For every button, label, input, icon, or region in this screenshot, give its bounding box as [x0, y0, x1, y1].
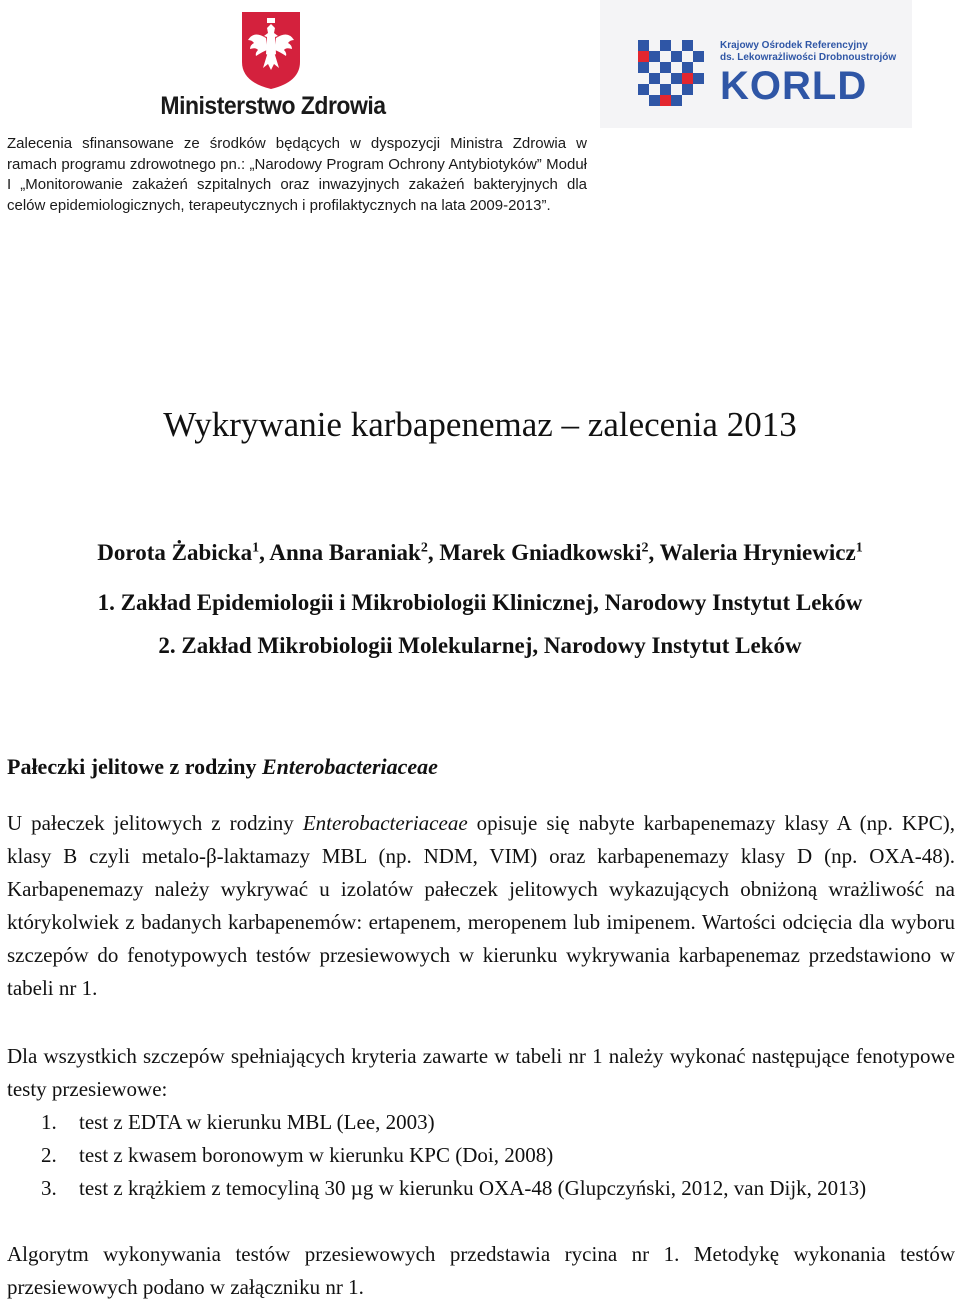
polish-eagle-emblem-icon: [240, 10, 302, 90]
affiliation-2: 2. Zakład Mikrobiologii Molekularnej, Narodowy Instytut Leków: [158, 633, 802, 658]
paragraph-text: U pałeczek jelitowych z rodziny: [7, 811, 303, 835]
author-name: Anna Baraniak: [269, 540, 421, 565]
korld-brand: KORLD: [720, 64, 868, 108]
paragraph-algorithm: Algorytm wykonywania testów przesiewowych przedstawia rycina nr 1. Metodykę wykonania testów przesiewowych podano w załączniku nr 1.: [7, 1242, 955, 1299]
paragraph-carbapenemases: [7, 807, 955, 1005]
paragraph-taxon: Enterobacteriaceae: [302, 811, 468, 835]
author-name: Marek Gniadkowski: [439, 540, 642, 565]
list-item: [7, 1106, 955, 1139]
list-item-number: 2.: [41, 1143, 57, 1167]
author-name: Waleria Hryniewicz: [659, 540, 856, 565]
paragraph-screening-intro: Dla wszystkich szczepów spełniających kryteria zawarte w tabeli nr 1 należy wykonać następujące fenotypowe testy przesiewowe:: [7, 1044, 955, 1101]
author-name: Dorota Żabicka: [97, 540, 253, 565]
author-affiliation-mark: 1: [252, 540, 260, 556]
list-item-text: test z kwasem boronowym w kierunku KPC (Doi, 2008): [79, 1143, 554, 1167]
list-item-text: test z krążkiem z temocyliną 30 µg w kierunku OXA-48 (Glupczyński, 2012, van Dijk, 2013): [79, 1176, 867, 1200]
funding-note: Zalecenia sfinansowane ze środków będących w dyspozycji Ministra Zdrowia w ramach programu zdrowotnego pn.: „Narodowy Program Ochrony Antybiotyków” Moduł I „Monitorowanie zakażeń szpitalnych oraz inwazyjnych zakażeń bakteryjnych dla celów epidemiologicznych, terapeutycznych i profilaktycznych na lata 2009-2013”.: [7, 135, 587, 214]
list-item-text: test z EDTA w kierunku MBL (Lee, 2003): [79, 1110, 435, 1134]
author-affiliation-mark: 2: [420, 540, 428, 556]
author-affiliation-mark: 2: [641, 540, 649, 556]
section-heading: [7, 754, 438, 780]
list-item-number: 3.: [41, 1176, 57, 1200]
korld-name-line2: ds. Lekowrażliwości Drobnoustrojów: [720, 52, 897, 63]
list-item-number: 1.: [41, 1110, 57, 1134]
ministry-name: Ministerstwo Zdrowia: [160, 90, 386, 120]
author-affiliation-mark: 1: [855, 540, 863, 556]
section-heading-taxon: Enterobacteriaceae: [261, 754, 438, 779]
list-item: [7, 1139, 955, 1172]
korld-tiles-icon: [638, 40, 716, 108]
authors-line: Dorota Żabicka$^1$, Anna Baraniak$^2$, Marek Gniadkowski$^2$, Waleria Hryniewicz$^1$: [97, 540, 863, 565]
ministry-of-health-logo: [150, 10, 390, 120]
screening-tests-list: [7, 1106, 955, 1205]
korld-name-line1: Krajowy Ośrodek Referencyjny: [720, 40, 868, 51]
paragraph-text: opisuje się nabyte karbapenemazy klasy A (np. KPC), klasy B czyli metalo-β-laktamazy MBL (np. NDM, VIM) oraz karbapenemazy klasy D (np. OXA-48). Karbapenemazy należy wykrywać u izolatów pałeczek jelitowych wykazujących obniżoną wrażliwość na którykolwiek z badanych karbapenemów: ertapenem, meropenem lub imipenem. Wartości odcięcia dla wyboru szczepów do fenotypowych testów przesiewowych w kierunku wykrywania karbapenemaz przedstawiono w tabeli nr 1.: [7, 811, 956, 1000]
list-item: [7, 1172, 955, 1205]
korld-logo: [600, 0, 912, 128]
document-title: Wykrywanie karbapenemaz – zalecenia 2013: [163, 405, 797, 444]
affiliation-1: 1. Zakład Epidemiologii i Mikrobiologii Klinicznej, Narodowy Instytut Leków: [97, 590, 863, 615]
section-heading-text: Pałeczki jelitowe z rodziny: [7, 754, 262, 779]
